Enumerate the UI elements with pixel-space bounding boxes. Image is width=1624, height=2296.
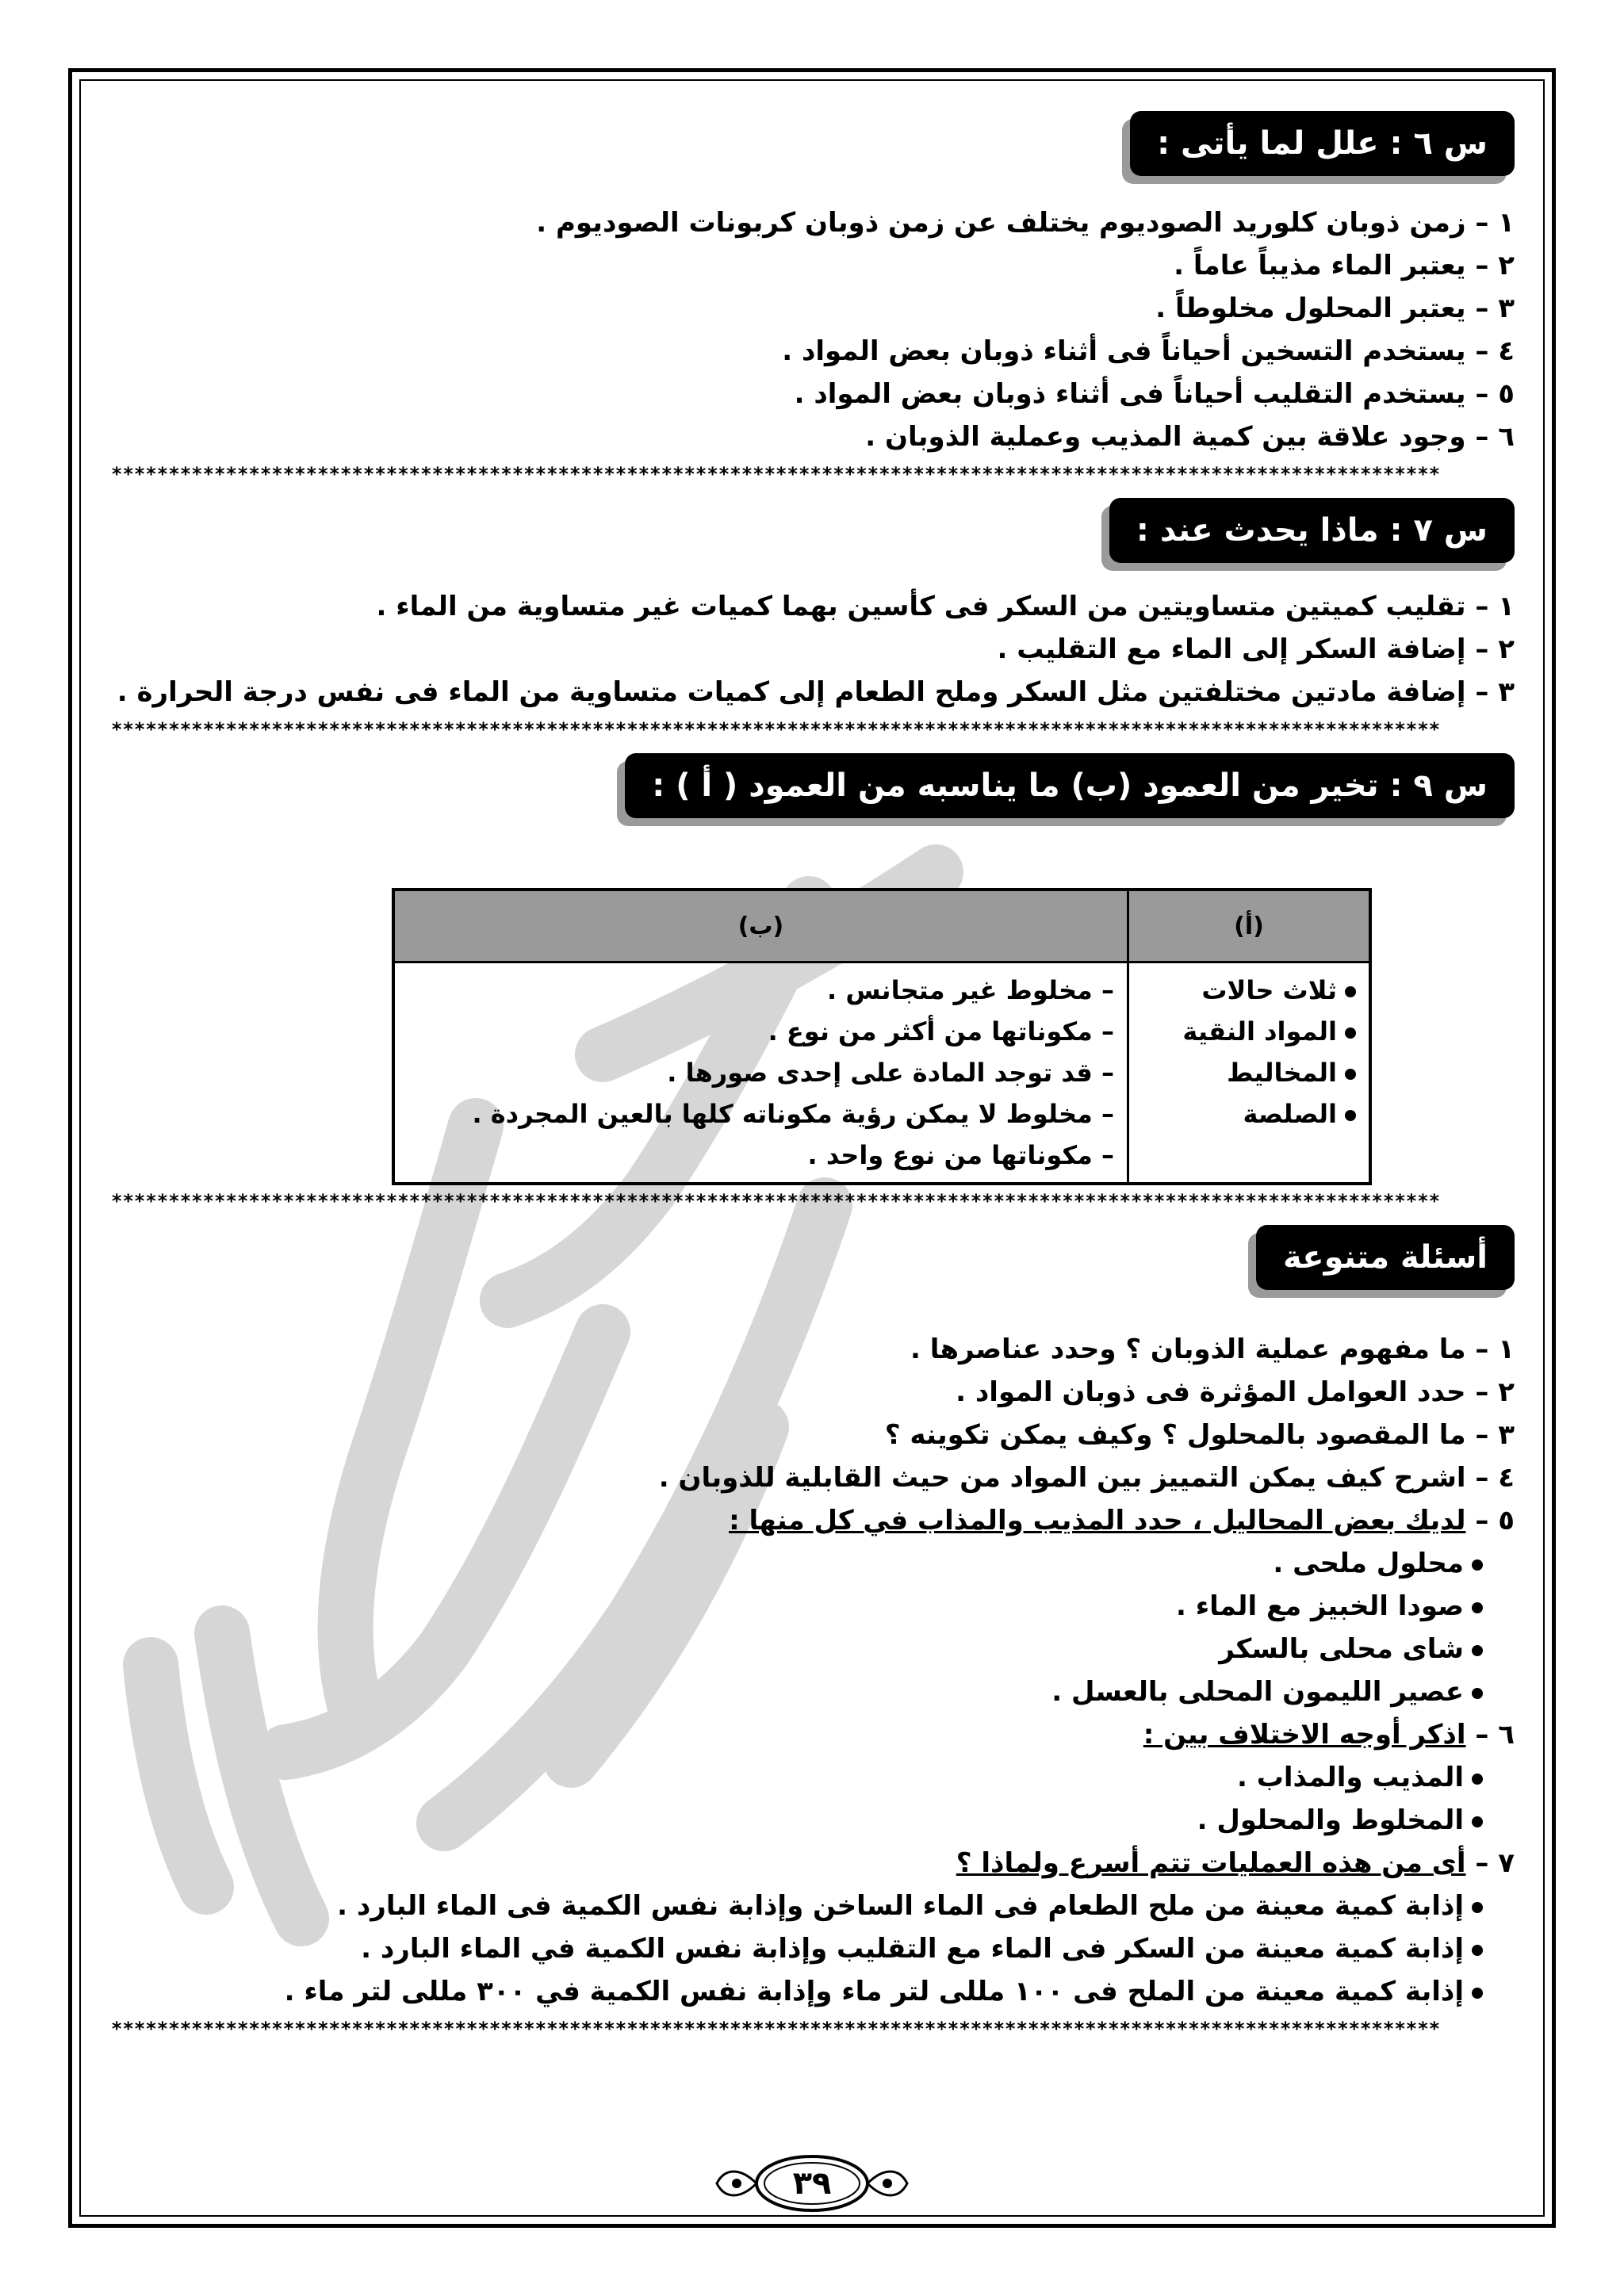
- bullet-icon: [1345, 1110, 1356, 1121]
- misc-q5-item: صودا الخبيز مع الماء .: [111, 1585, 1483, 1628]
- col-b-item: – مكوناتها من نوع واحد .: [807, 1140, 1114, 1170]
- bullet-icon: [1472, 1816, 1483, 1827]
- separator: ********************************************************************************************************************: [111, 1190, 1441, 1212]
- misc-q7-text: أى من هذه العمليات تتم أسرع ولماذا ؟: [956, 1847, 1466, 1879]
- misc-q6-item: المذيب والمذاب .: [111, 1756, 1483, 1799]
- misc-q7-item: إذابة كمية معينة من السكر فى الماء مع التقليب وإذابة نفس الكمية في الماء البارد .: [111, 1927, 1483, 1970]
- misc-q7-item: إذابة كمية معينة من ملح الطعام فى الماء الساخن وإذابة نفس الكمية فى الماء البارد .: [111, 1885, 1483, 1927]
- bullet-icon: [1472, 1602, 1483, 1613]
- misc-q5: ٥ – لديك بعض المحاليل ، حدد المذيب والمذاب في كل منها :: [729, 1505, 1515, 1536]
- col-b-item: – مخلوط غير متجانس .: [827, 975, 1114, 1005]
- page-content: [111, 103, 1515, 2045]
- page-number-ornament: [693, 2152, 931, 2215]
- bullet-icon: [1345, 1069, 1356, 1080]
- bullet-icon: [1345, 986, 1356, 997]
- col-b-item: – قد توجد المادة على إحدى صورها .: [667, 1058, 1114, 1088]
- misc-q5-item: شاى محلى بالسكر: [111, 1628, 1483, 1670]
- col-b-item: – مكوناتها من أكثر من نوع .: [768, 1016, 1114, 1047]
- separator: ********************************************************************************************************************: [111, 718, 1441, 740]
- q7-item: ٢ – إضافة السكر إلى الماء مع التقليب .: [997, 633, 1515, 665]
- misc-item: ٣ – ما المقصود بالمحلول ؟ وكيف يمكن تكوينه ؟: [884, 1419, 1515, 1451]
- q7-list: [111, 585, 1515, 714]
- misc-q7-item: إذابة كمية معينة من الملح فى ١٠٠ مللى لتر ماء وإذابة نفس الكمية في ٣٠٠ مللى لتر ماء .: [111, 1970, 1483, 2013]
- bullet-icon: [1472, 1774, 1483, 1785]
- col-a-item: المخاليط: [1142, 1052, 1356, 1093]
- misc-list: [111, 1328, 1515, 2013]
- bullet-icon: [1472, 1988, 1483, 1999]
- col-a-cell: [1128, 962, 1371, 1184]
- bullet-icon: [1472, 1945, 1483, 1956]
- col-a-item: ثلاث حالات: [1142, 970, 1356, 1011]
- misc-q6: ٦ – اذكر أوجه الاختلاف بين :: [1143, 1719, 1515, 1751]
- q6-list: [111, 201, 1515, 458]
- q6-item: ١ – زمن ذوبان كلوريد الصوديوم يختلف عن زمن ذوبان كربونات الصوديوم .: [536, 207, 1515, 239]
- page-number: ٣٩: [792, 2165, 832, 2202]
- col-a-item: المواد النقية: [1142, 1011, 1356, 1052]
- bullet-icon: [1472, 1559, 1483, 1571]
- q7-title: س ٧ : ماذا يحدث عند :: [1109, 498, 1515, 563]
- q6-item: ٥ – يستخدم التقليب أحياناً فى أثناء ذوبان بعض المواد .: [794, 378, 1515, 410]
- q7-item: ١ – تقليب كميتين متساويتين من السكر فى كأسين بهما كميات غير متساوية من الماء .: [376, 591, 1515, 622]
- q7-item: ٣ – إضافة مادتين مختلفتين مثل السكر وملح الطعام إلى كميات متساوية من الماء فى نفس درجة الحرارة .: [117, 676, 1515, 708]
- q6-item: ٦ – وجود علاقة بين كمية المذيب وعملية الذوبان .: [865, 421, 1515, 453]
- misc-item: ١ – ما مفهوم عملية الذوبان ؟ وحدد عناصرها .: [910, 1334, 1515, 1365]
- misc-q5-text: لديك بعض المحاليل ، حدد المذيب والمذاب في كل منها :: [729, 1505, 1466, 1536]
- q9-header: [111, 745, 1515, 848]
- col-b-cell: [393, 962, 1128, 1184]
- separator: ********************************************************************************************************************: [111, 2018, 1441, 2040]
- misc-q5-item: محلول ملحى .: [111, 1542, 1483, 1585]
- q7-header: [111, 490, 1515, 585]
- col-b-item: – مخلوط لا يمكن رؤية مكوناته كلها بالعين المجردة .: [472, 1099, 1114, 1129]
- q6-header: [111, 103, 1515, 198]
- q6-item: ٣ – يعتبر المحلول مخلوطاً .: [1155, 293, 1515, 324]
- bullet-icon: [1472, 1645, 1483, 1656]
- misc-q6-text: اذكر أوجه الاختلاف بين :: [1143, 1719, 1466, 1751]
- q6-item: ٢ – يعتبر الماء مذيباً عاماً .: [1174, 250, 1515, 281]
- bullet-icon: [1345, 1027, 1356, 1039]
- bullet-icon: [1472, 1688, 1483, 1699]
- misc-header: [111, 1217, 1515, 1328]
- misc-item: ٤ – اشرح كيف يمكن التمييز بين المواد من حيث القابلية للذوبان .: [658, 1462, 1515, 1494]
- separator: ********************************************************************************************************************: [111, 463, 1441, 485]
- misc-q5-item: عصير الليمون المحلى بالعسل .: [111, 1670, 1483, 1713]
- col-a-item: الصلصة: [1142, 1093, 1356, 1135]
- q6-title: س ٦ : علل لما يأتى :: [1130, 111, 1515, 176]
- matching-table: [392, 888, 1372, 1185]
- col-b-header: (ب): [393, 890, 1128, 962]
- misc-q6-item: المخلوط والمحلول .: [111, 1799, 1483, 1842]
- q6-item: ٤ – يستخدم التسخين أحياناً فى أثناء ذوبان بعض المواد .: [782, 335, 1515, 367]
- q9-title: س ٩ : تخير من العمود (ب) ما يناسبه من العمود ( أ ) :: [625, 753, 1515, 818]
- misc-item: ٢ – حدد العوامل المؤثرة فى ذوبان المواد .: [956, 1376, 1515, 1408]
- misc-q7: ٧ – أى من هذه العمليات تتم أسرع ولماذا ؟: [956, 1847, 1515, 1879]
- col-a-header: (أ): [1128, 890, 1371, 962]
- misc-title: أسئلة متنوعة: [1256, 1225, 1515, 1290]
- bullet-icon: [1472, 1902, 1483, 1913]
